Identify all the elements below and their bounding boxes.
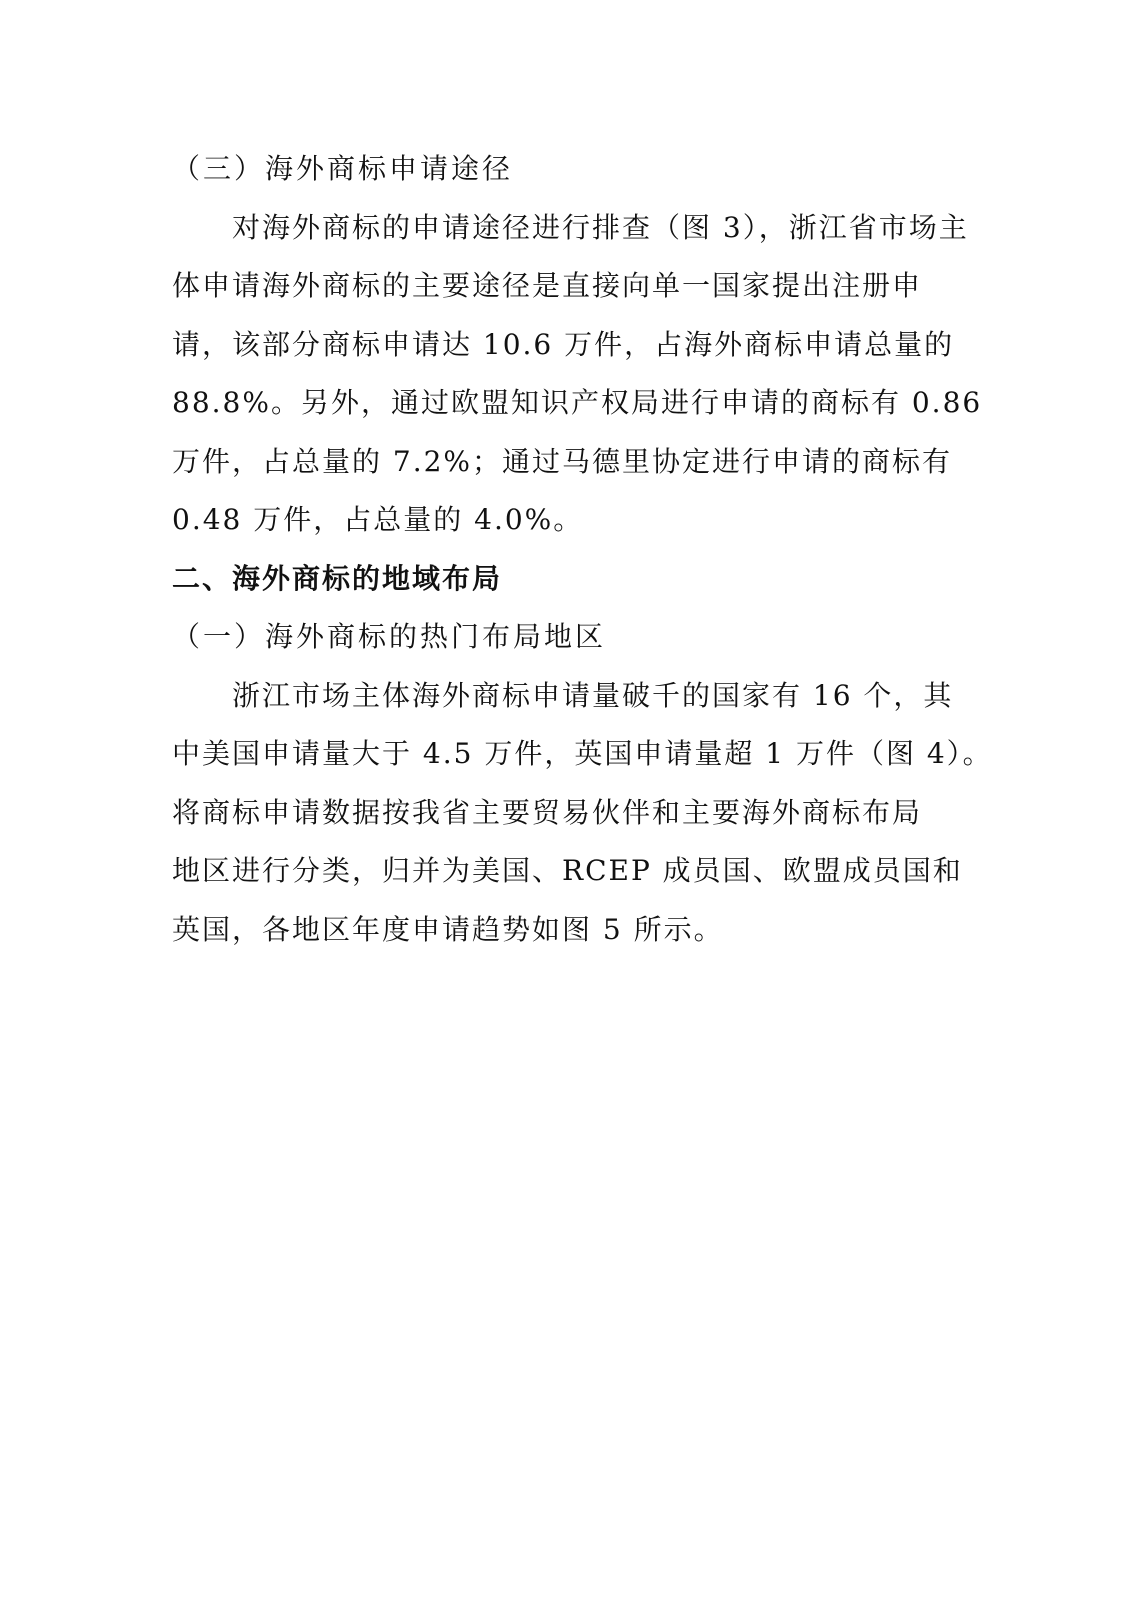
paragraph-line: 88.8%。另外，通过欧盟知识产权局进行申请的商标有 0.86 (172, 386, 983, 419)
paragraph-line: 体申请海外商标的主要途径是直接向单一国家提出注册申 (172, 269, 923, 302)
paragraph-hot-regions (172, 667, 993, 960)
section-subheading-application-routes: （三）海外商标申请途径 (172, 152, 514, 185)
paragraph-line: 英国，各地区年度申请趋势如图 5 所示。 (172, 912, 724, 946)
chapter-heading-regional-layout: 二、海外商标的地域布局 (172, 561, 503, 595)
section-subheading-hot-regions: （一）海外商标的热门布局地区 (172, 620, 607, 653)
paragraph-line: 0.48 万件，占总量的 4.0%。 (172, 503, 584, 536)
paragraph-application-routes (172, 199, 983, 550)
paragraph-line: 地区进行分类，归并为美国、RCEP 成员国、欧盟成员国和 (172, 854, 963, 887)
page-body (172, 140, 993, 959)
paragraph-line: 请，该部分商标申请达 10.6 万件，占海外商标申请总量的 (172, 327, 955, 361)
paragraph-line: 将商标申请数据按我省主要贸易伙伴和主要海外商标布局 (172, 795, 923, 829)
paragraph-line: 万件，占总量的 7.2%；通过马德里协定进行申请的商标有 (172, 444, 953, 478)
paragraph-line: 对海外商标的申请途径进行排查（图 3），浙江省市场主 (232, 210, 969, 244)
paragraph-line: 浙江市场主体海外商标申请量破千的国家有 16 个，其 (232, 678, 954, 712)
paragraph-line: 中美国申请量大于 4.5 万件，英国申请量超 1 万件（图 4）。 (172, 737, 993, 770)
